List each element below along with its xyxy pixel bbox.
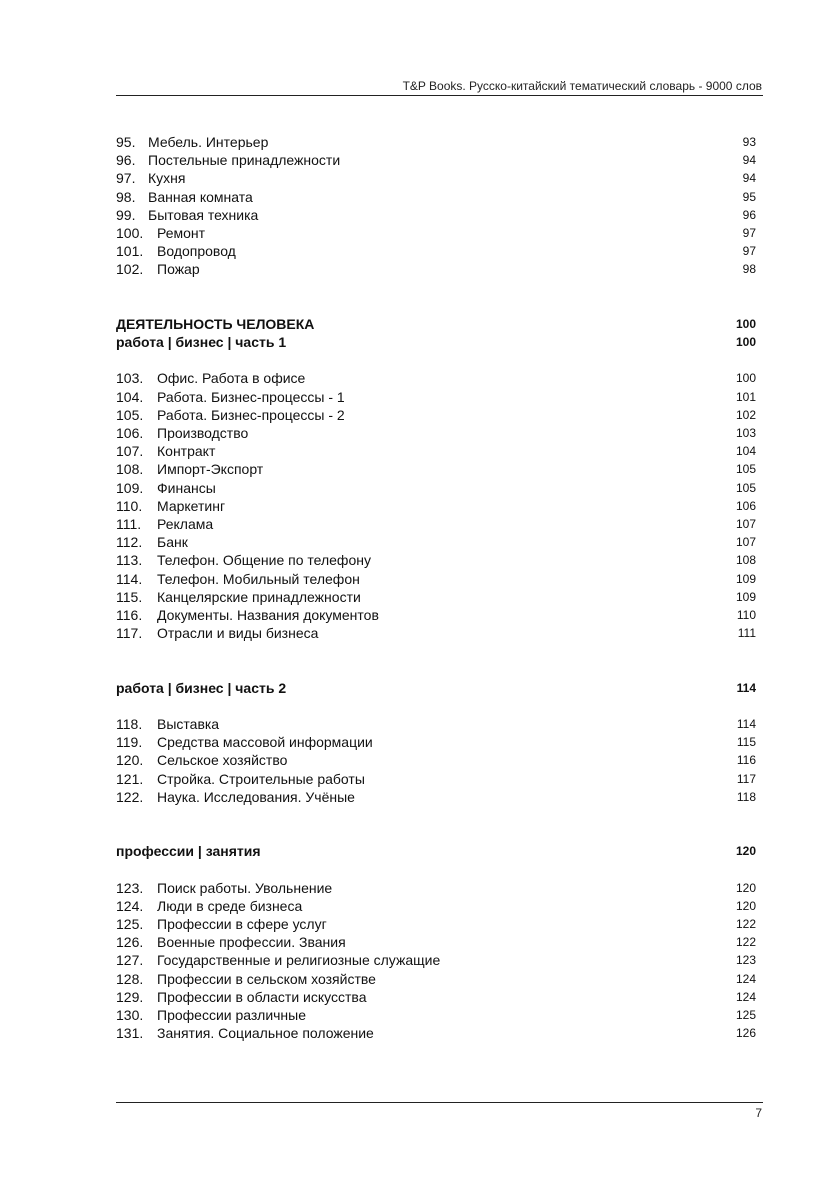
entry-title: Маркетинг	[157, 497, 226, 514]
entry-title: Водопровод	[157, 243, 236, 260]
toc-entry[interactable]	[116, 1024, 756, 1042]
entry-page: 117	[736, 771, 756, 786]
entry-page: 109	[735, 589, 756, 604]
subsection-page: 100	[735, 335, 756, 350]
entry-page: 105	[735, 462, 756, 477]
entry-title: Наука. Исследования. Учёные	[157, 788, 355, 805]
entry-title: Профессии в сельском хозяйстве	[157, 970, 376, 987]
subsection-page: 114	[736, 680, 756, 695]
toc-entry[interactable]	[116, 915, 756, 933]
section-title: ДЕЯТЕЛЬНОСТЬ ЧЕЛОВЕКА	[116, 315, 315, 332]
entry-number: 119.	[116, 734, 143, 751]
entry-title: Профессии различные	[157, 1007, 307, 1024]
entry-number: 117.	[116, 625, 143, 642]
entry-title: Телефон. Мобильный телефон	[157, 570, 360, 587]
entry-title: Занятия. Социальное положение	[157, 1025, 374, 1042]
entry-page: 97	[742, 244, 756, 259]
entry-number: 111.	[116, 515, 142, 532]
entry-number: 105.	[116, 406, 144, 423]
entry-page: 123	[735, 953, 756, 968]
toc-entry[interactable]	[116, 951, 756, 969]
toc-entry[interactable]	[116, 169, 756, 187]
entry-title: Контракт	[157, 443, 216, 460]
toc-entry[interactable]	[116, 988, 756, 1006]
toc-entry[interactable]	[116, 770, 756, 788]
entry-title: Банк	[157, 534, 188, 551]
toc-entry[interactable]	[116, 515, 756, 533]
entry-number: 125.	[116, 916, 144, 933]
section-page: 100	[735, 316, 756, 331]
entry-number: 99.	[116, 206, 136, 223]
entry-title: Пожар	[157, 261, 200, 278]
subsection-page: 120	[735, 844, 756, 859]
entry-page: 108	[735, 553, 756, 568]
entry-number: 116.	[116, 606, 143, 623]
subsection-title: работа | бизнес | часть 1	[116, 334, 287, 351]
entry-number: 124.	[116, 897, 144, 914]
table-of-contents	[116, 133, 756, 1042]
entry-number: 127.	[116, 952, 144, 969]
footer-divider	[116, 1102, 763, 1103]
entry-number: 126.	[116, 934, 144, 951]
entry-page: 120	[735, 880, 756, 895]
entry-number: 115.	[116, 588, 143, 605]
entry-page: 124	[735, 971, 756, 986]
entry-number: 114.	[116, 570, 143, 587]
entry-number: 97.	[116, 170, 136, 187]
entry-number: 122.	[116, 788, 144, 805]
entry-title: Государственные и религиозные служащие	[157, 952, 441, 969]
entry-number: 129.	[116, 988, 144, 1005]
entry-number: 109.	[116, 479, 144, 496]
entry-number: 110.	[116, 497, 143, 514]
entry-title: Стройка. Строительные работы	[157, 770, 365, 787]
entry-title: Средства массовой информации	[157, 734, 373, 751]
entry-title: Постельные принадлежности	[148, 152, 341, 169]
toc-entry[interactable]	[116, 460, 756, 478]
toc-entry[interactable]	[116, 624, 756, 642]
subsection-title: работа | бизнес | часть 2	[116, 679, 287, 696]
toc-entry[interactable]	[116, 551, 756, 569]
entry-number: 121.	[116, 770, 144, 787]
toc-entry[interactable]	[116, 406, 756, 424]
toc-entry[interactable]	[116, 424, 756, 442]
entry-page: 94	[742, 153, 756, 168]
toc-subsection-heading[interactable]	[116, 679, 756, 697]
entry-page: 122	[735, 935, 756, 950]
toc-entry[interactable]	[116, 479, 756, 497]
entry-title: Канцелярские принадлежности	[157, 588, 361, 605]
subsection-title: профессии | занятия	[116, 843, 261, 860]
entry-page: 111	[737, 626, 756, 641]
entry-page: 120	[735, 898, 756, 913]
toc-entry[interactable]	[116, 715, 756, 733]
toc-group-professions	[116, 879, 756, 1043]
entry-page: 124	[735, 989, 756, 1004]
entry-number: 102.	[116, 261, 144, 278]
entry-page: 106	[735, 498, 756, 513]
toc-entry[interactable]	[116, 879, 756, 897]
entry-number: 108.	[116, 461, 144, 478]
entry-title: Люди в среде бизнеса	[157, 897, 303, 914]
entry-number: 112.	[116, 534, 143, 551]
toc-entry[interactable]	[116, 151, 756, 169]
toc-group-home	[116, 133, 756, 279]
entry-number: 104.	[116, 388, 144, 405]
entry-number: 98.	[116, 188, 136, 205]
toc-entry[interactable]	[116, 970, 756, 988]
entry-number: 106.	[116, 425, 144, 442]
entry-page: 126	[735, 1026, 756, 1041]
toc-entry[interactable]	[116, 442, 756, 460]
entry-title: Реклама	[157, 515, 214, 532]
entry-page: 97	[742, 225, 756, 240]
toc-entry[interactable]	[116, 224, 756, 242]
entry-page: 105	[735, 480, 756, 495]
entry-title: Телефон. Общение по телефону	[157, 552, 371, 569]
toc-entry[interactable]	[116, 533, 756, 551]
entry-page: 98	[742, 262, 756, 277]
entry-page: 102	[735, 407, 756, 422]
toc-entry[interactable]	[116, 388, 756, 406]
toc-entry[interactable]	[116, 260, 756, 278]
entry-page: 122	[735, 917, 756, 932]
toc-entry[interactable]	[116, 570, 756, 588]
toc-entry[interactable]	[116, 788, 756, 806]
entry-page: 109	[735, 571, 756, 586]
entry-page: 107	[735, 516, 756, 531]
toc-entry[interactable]	[116, 1006, 756, 1024]
page-number: 7	[755, 1106, 762, 1120]
entry-number: 113.	[116, 552, 143, 569]
toc-entry[interactable]	[116, 188, 756, 206]
toc-subsection-heading[interactable]	[116, 333, 756, 351]
toc-entry[interactable]	[116, 733, 756, 751]
entry-number: 123.	[116, 879, 144, 896]
toc-entry[interactable]	[116, 897, 756, 915]
entry-page: 96	[742, 207, 756, 222]
entry-number: 101.	[116, 243, 144, 260]
entry-page: 115	[736, 735, 756, 750]
toc-section-heading[interactable]	[116, 315, 756, 333]
entry-title: Ванная комната	[148, 188, 253, 205]
entry-title: Профессии в области искусства	[157, 988, 367, 1005]
entry-number: 95.	[116, 134, 136, 150]
entry-number: 130.	[116, 1007, 144, 1024]
toc-subsection-heading[interactable]	[116, 842, 756, 860]
entry-number: 103.	[116, 370, 144, 387]
toc-entry[interactable]	[116, 242, 756, 260]
toc-entry[interactable]	[116, 588, 756, 606]
entry-title: Сельское хозяйство	[157, 752, 288, 769]
entry-page: 100	[735, 371, 756, 386]
toc-entry[interactable]	[116, 606, 756, 624]
entry-number: 120.	[116, 752, 144, 769]
entry-title: Мебель. Интерьер	[148, 134, 269, 150]
toc-entry[interactable]	[116, 933, 756, 951]
entry-title: Документы. Названия документов	[157, 606, 379, 623]
entry-title: Поиск работы. Увольнение	[157, 879, 333, 896]
entry-page: 94	[742, 171, 756, 186]
entry-page: 125	[735, 1008, 756, 1023]
entry-page: 103	[735, 426, 756, 441]
toc-group-work-part1	[116, 369, 756, 642]
entry-page: 107	[735, 535, 756, 550]
entry-number: 107.	[116, 443, 144, 460]
toc-entry[interactable]	[116, 369, 756, 387]
entry-title: Военные профессии. Звания	[157, 934, 346, 951]
entry-number: 100.	[116, 224, 144, 241]
entry-title: Офис. Работа в офисе	[157, 370, 306, 387]
entry-title: Бытовая техника	[148, 206, 259, 223]
toc-entry[interactable]	[116, 206, 756, 224]
toc-entry[interactable]	[116, 497, 756, 515]
entry-title: Выставка	[157, 716, 220, 733]
entry-page: 110	[736, 607, 756, 622]
running-header-title: T&P Books. Русско-китайский тематический словарь - 9000 слов	[402, 79, 762, 93]
entry-page: 116	[736, 753, 756, 768]
entry-title: Работа. Бизнес-процессы - 2	[157, 406, 345, 423]
header-divider	[116, 95, 763, 96]
entry-title: Импорт-Экспорт	[157, 461, 264, 478]
entry-title: Кухня	[148, 170, 186, 187]
entry-page: 114	[736, 717, 756, 732]
entry-page: 104	[735, 444, 756, 459]
entry-number: 96.	[116, 152, 136, 169]
toc-entry[interactable]	[116, 751, 756, 769]
entry-page: 101	[735, 389, 756, 404]
entry-title: Работа. Бизнес-процессы - 1	[157, 388, 345, 405]
toc-entry[interactable]	[116, 133, 756, 151]
entry-page: 118	[736, 789, 756, 804]
toc-group-work-part2	[116, 715, 756, 806]
entry-page: 93	[742, 135, 756, 149]
entry-number: 118.	[116, 716, 143, 733]
entry-title: Профессии в сфере услуг	[157, 916, 327, 933]
entry-title: Отрасли и виды бизнеса	[157, 625, 319, 642]
entry-title: Финансы	[157, 479, 216, 496]
entry-title: Производство	[157, 425, 249, 442]
entry-title: Ремонт	[157, 224, 206, 241]
entry-number: 128.	[116, 970, 144, 987]
entry-number: 131.	[116, 1025, 144, 1042]
entry-page: 95	[742, 189, 756, 204]
